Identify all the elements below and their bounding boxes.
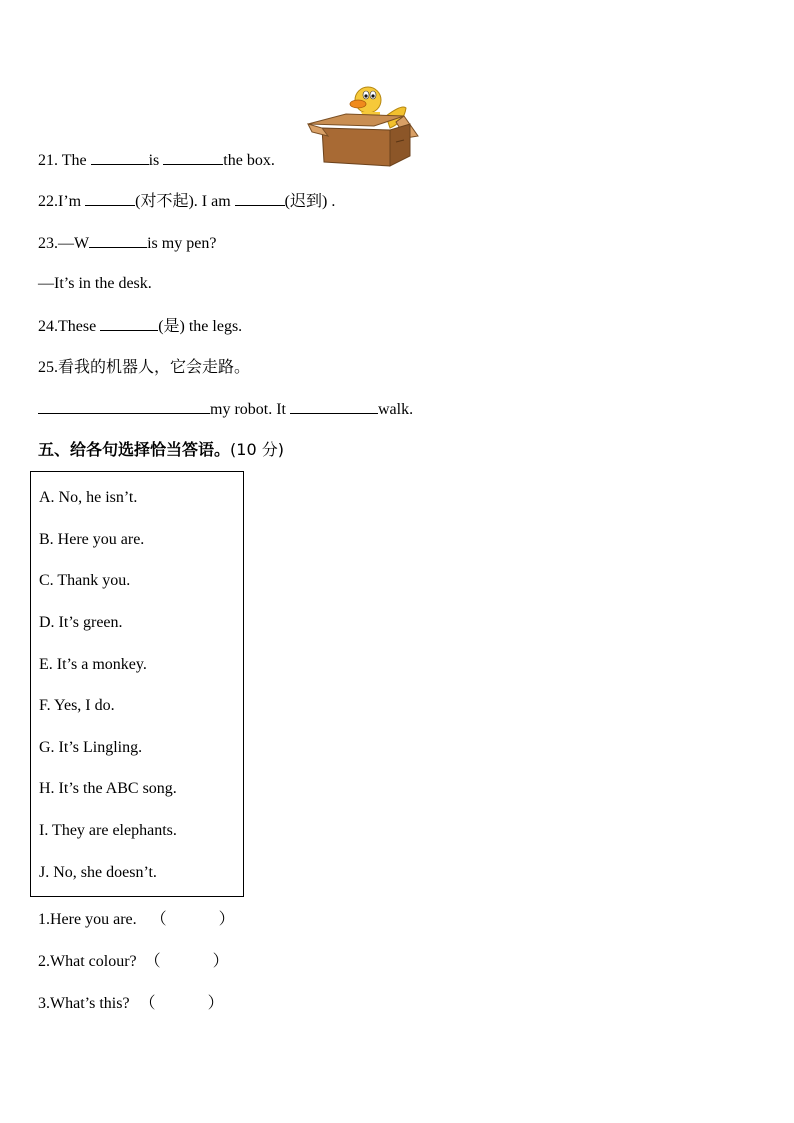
question-text: is (148, 152, 164, 169)
question-text: is my pen? (147, 235, 217, 252)
answer-options-box (30, 471, 244, 897)
question-text: .These (54, 318, 101, 335)
question-text: .I’m (54, 193, 86, 210)
answer-blank[interactable] (100, 316, 158, 331)
question-25 (38, 358, 250, 378)
question-text: 3.What’s this? (38, 995, 130, 1012)
answer-blank[interactable] (163, 150, 223, 165)
question-number: 21 (38, 152, 54, 169)
answer-blank[interactable] (235, 191, 285, 206)
match-question-1 (38, 910, 235, 930)
question-text: 1.Here you are. (38, 911, 137, 928)
duck-in-box-illustration (306, 82, 424, 168)
answer-paren-close: ） (218, 911, 235, 928)
answer-blank[interactable] (38, 399, 210, 414)
question-22 (38, 191, 335, 212)
answer-blank[interactable] (91, 150, 149, 165)
match-question-3 (38, 994, 224, 1014)
option-b: B. Here you are. (39, 531, 145, 548)
question-text: (对不起). I am (135, 193, 235, 210)
question-text: (迟到) . (284, 193, 336, 210)
question-number: 25 (38, 359, 54, 376)
question-text: my robot. It (210, 401, 290, 418)
question-number: 23 (38, 235, 54, 252)
option-d: D. It’s green. (39, 614, 123, 631)
option-h: H. It’s the ABC song. (39, 780, 177, 797)
question-text: . The (54, 152, 91, 169)
answer-blank[interactable] (290, 399, 378, 414)
question-text: .看我的机器人，它会走路。 (54, 359, 251, 376)
section-title: 五、给各句选择恰当答语。 (38, 440, 231, 459)
question-text: (是) the legs. (158, 318, 243, 335)
answer-paren-open: （ (139, 995, 156, 1012)
option-g: G. It’s Lingling. (39, 739, 143, 756)
question-text: the box. (223, 152, 275, 169)
answer-blank[interactable] (85, 191, 135, 206)
question-24 (38, 316, 242, 337)
match-question-2 (38, 952, 229, 972)
answer-blank[interactable] (89, 233, 147, 248)
section-5-heading (38, 440, 284, 460)
question-21 (38, 150, 275, 171)
answer-paren-close: ） (212, 953, 229, 970)
question-text: .—W (54, 235, 90, 252)
question-number: 24 (38, 318, 54, 335)
option-i: I. They are elephants. (39, 822, 177, 839)
option-f: F. Yes, I do. (39, 697, 115, 714)
answer-paren-close: ） (207, 995, 224, 1012)
answer-paren-open: （ (150, 911, 167, 928)
answer-paren-open: （ (144, 953, 161, 970)
question-23-answer: —It’s in the desk. (38, 275, 152, 292)
section-score: (10 分) (230, 440, 284, 459)
option-e: E. It’s a monkey. (39, 656, 147, 673)
question-text: 2.What colour? (38, 953, 137, 970)
option-j: J. No, she doesn’t. (39, 864, 157, 881)
option-a: A. No, he isn’t. (39, 489, 138, 506)
question-text: walk. (378, 401, 414, 418)
question-25-answer-line (38, 399, 413, 420)
option-c: C. Thank you. (39, 572, 131, 589)
question-23 (38, 233, 216, 254)
question-number: 22 (38, 193, 54, 210)
